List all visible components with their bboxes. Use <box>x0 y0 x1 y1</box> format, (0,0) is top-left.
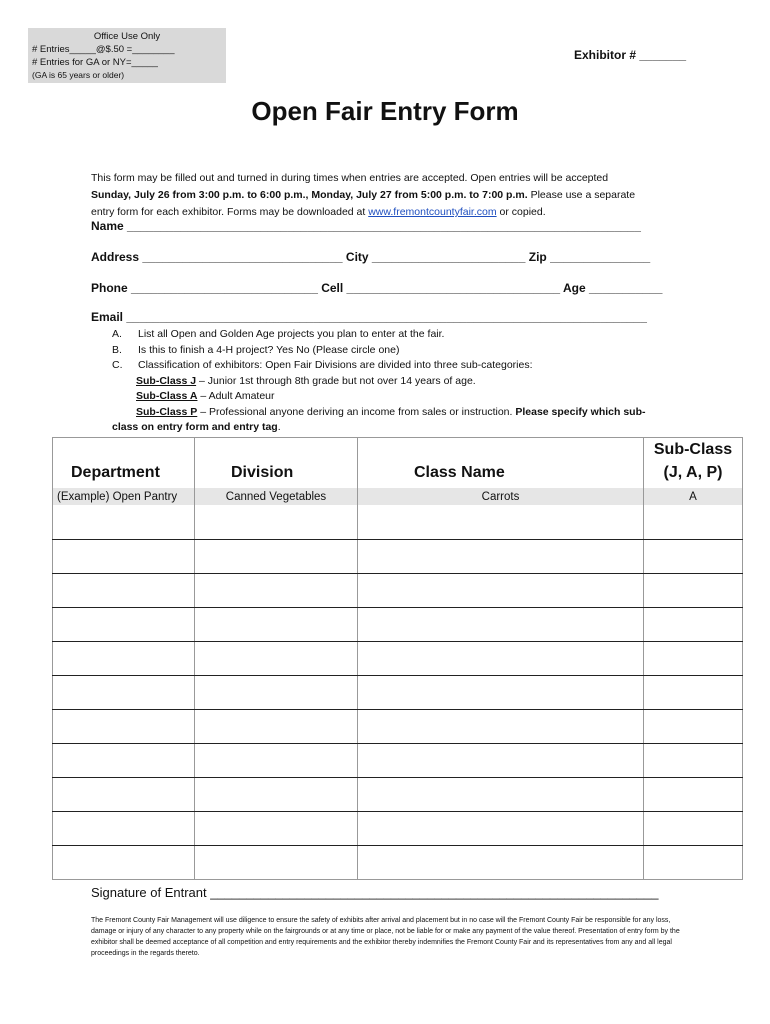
table-row <box>53 505 743 539</box>
instruction-a: A. List all Open and Golden Age projects you plan to enter at the fair. <box>112 328 445 340</box>
exhibitor-number-field[interactable]: Exhibitor # _______ <box>574 48 687 62</box>
table-row <box>53 573 743 607</box>
division-cell[interactable] <box>195 743 358 777</box>
header-division: Division <box>195 438 358 489</box>
header-class-name: Class Name <box>358 438 644 489</box>
entry-table <box>52 437 743 880</box>
table-row <box>53 539 743 573</box>
intro-text-1: This form may be filled out and turned in during times when entries are accepted. Open entries will be accepted <box>91 172 609 184</box>
office-use-box <box>28 28 226 83</box>
example-department: (Example) Open Pantry <box>53 488 195 505</box>
intro-dates: Sunday, July 26 from 3:00 p.m. to 6:00 p.m., Monday, July 27 from 5:00 p.m. to 7:00 p.m. <box>91 189 528 201</box>
class-name-cell[interactable] <box>358 709 644 743</box>
department-cell[interactable] <box>53 539 195 573</box>
example-division: Canned Vegetables <box>195 488 358 505</box>
example-row <box>53 488 743 505</box>
class-name-cell[interactable] <box>358 505 644 539</box>
department-cell[interactable] <box>53 743 195 777</box>
division-cell[interactable] <box>195 505 358 539</box>
subclass-cell[interactable] <box>644 675 743 709</box>
subclass-cell[interactable] <box>644 573 743 607</box>
class-name-cell[interactable] <box>358 675 644 709</box>
address-city-zip-field[interactable]: Address ______________________________ City _______________________ Zip _______________ <box>91 250 651 264</box>
table-row <box>53 743 743 777</box>
table-row <box>53 607 743 641</box>
department-cell[interactable] <box>53 607 195 641</box>
table-header-row <box>53 438 743 489</box>
department-cell[interactable] <box>53 505 195 539</box>
intro-text-3: entry form for each exhibitor. Forms may be downloaded at <box>91 206 369 218</box>
division-cell[interactable] <box>195 573 358 607</box>
instruction-b: B. Is this to finish a 4-H project? Yes No (Please circle one) <box>112 343 400 356</box>
class-name-cell[interactable] <box>358 845 644 879</box>
instruction-c: C. Classification of exhibitors: Open Fair Divisions are divided into three sub-categories: <box>112 359 533 371</box>
division-cell[interactable] <box>195 607 358 641</box>
header-subclass: Sub-Class (J, A, P) <box>644 438 743 489</box>
subclass-tail-line: class on entry form and entry tag. <box>112 421 281 433</box>
name-field[interactable]: Name _____________________________________________________________________________ <box>91 219 641 233</box>
subclass-cell[interactable] <box>644 811 743 845</box>
phone-cell-age-field[interactable]: Phone ____________________________ Cell ________________________________ Age ___________ <box>91 281 663 295</box>
table-row <box>53 811 743 845</box>
subclass-j-line: Sub-Class J – Junior 1st through 8th grade but not over 14 years of age. <box>136 374 476 387</box>
signature-field[interactable]: Signature of Entrant ______________________________________________________________ <box>91 885 659 900</box>
subclass-cell[interactable] <box>644 607 743 641</box>
class-name-cell[interactable] <box>358 777 644 811</box>
class-name-cell[interactable] <box>358 607 644 641</box>
department-cell[interactable] <box>53 709 195 743</box>
office-use-header: Office Use Only <box>93 31 161 42</box>
page-title: Open Fair Entry Form <box>251 96 519 126</box>
department-cell[interactable] <box>53 675 195 709</box>
department-cell[interactable] <box>53 573 195 607</box>
fair-website-link[interactable]: www.fremontcountyfair.com <box>368 206 497 218</box>
email-field[interactable]: Email ______________________________________________________________________________ <box>91 310 647 324</box>
division-cell[interactable] <box>195 675 358 709</box>
entries-ga-line: # Entries for GA or NY=_____ <box>32 57 158 68</box>
intro-paragraph <box>91 170 691 221</box>
division-cell[interactable] <box>195 777 358 811</box>
subclass-p-line: Sub-Class P – Professional anyone deriving an income from sales or instruction. Please specify which sub- <box>136 405 646 418</box>
division-cell[interactable] <box>195 811 358 845</box>
department-cell[interactable] <box>53 845 195 879</box>
disclaimer-text: The Fremont County Fair Management will use diligence to ensure the safety of exhibits after arrival and placement but in no case will the Fremont County Fair be responsible for any loss, damage or injury of any character to any property while on the fairgrounds or at any time or place, not be liable for or make any payment of the value thereof. Presentation of entry form by the exhibitor shall be deemed acceptance of all competition and entry requirements and the exhibitor thereby indemnifies the Fremont County Fair and its representatives from any and all legal proceedings in the regards thereto. <box>91 917 680 957</box>
table-row <box>53 675 743 709</box>
intro-text-2: Please use a separate <box>527 189 636 201</box>
subclass-cell[interactable] <box>644 845 743 879</box>
department-cell[interactable] <box>53 811 195 845</box>
subclass-cell[interactable] <box>644 709 743 743</box>
division-cell[interactable] <box>195 845 358 879</box>
class-name-cell[interactable] <box>358 539 644 573</box>
division-cell[interactable] <box>195 641 358 675</box>
class-name-cell[interactable] <box>358 743 644 777</box>
example-subclass: A <box>644 488 743 505</box>
table-row <box>53 845 743 879</box>
example-class-name: Carrots <box>358 488 644 505</box>
entries-fee-line: # Entries_____@$.50 =________ <box>32 44 175 55</box>
division-cell[interactable] <box>195 709 358 743</box>
class-name-cell[interactable] <box>358 641 644 675</box>
ga-age-note: (GA is 65 years or older) <box>32 70 125 80</box>
subclass-cell[interactable] <box>644 777 743 811</box>
entry-rows <box>53 505 743 879</box>
table-row <box>53 641 743 675</box>
table-row <box>53 709 743 743</box>
intro-text-3-end: or copied. <box>496 206 546 218</box>
subclass-cell[interactable] <box>644 539 743 573</box>
table-row <box>53 777 743 811</box>
class-name-cell[interactable] <box>358 811 644 845</box>
subclass-a-line: Sub-Class A – Adult Amateur <box>136 390 275 402</box>
subclass-cell[interactable] <box>644 641 743 675</box>
instructions-list <box>112 327 712 436</box>
department-cell[interactable] <box>53 641 195 675</box>
header-department: Department <box>53 438 195 489</box>
subclass-cell[interactable] <box>644 743 743 777</box>
subclass-cell[interactable] <box>644 505 743 539</box>
division-cell[interactable] <box>195 539 358 573</box>
class-name-cell[interactable] <box>358 573 644 607</box>
department-cell[interactable] <box>53 777 195 811</box>
